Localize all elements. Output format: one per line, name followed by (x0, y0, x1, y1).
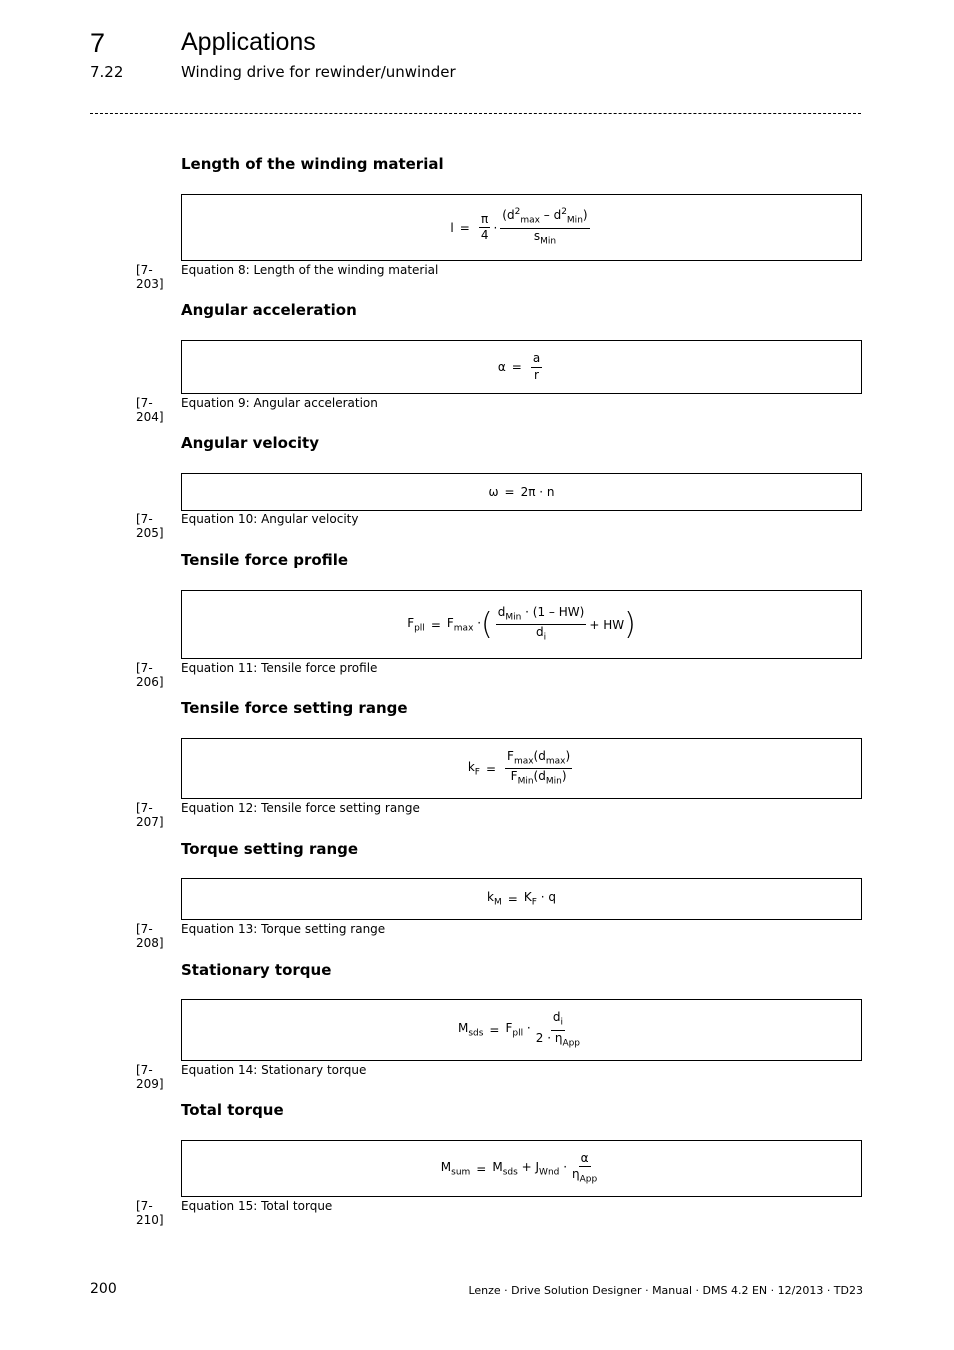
caption-text: Equation 14: Stationary torque (181, 1063, 367, 1077)
heading-angular-velocity: Angular velocity (181, 434, 319, 452)
equation-angular-velocity: ω = 2π · n (181, 473, 862, 511)
equation-ref: [7-206] (136, 661, 164, 689)
equation-angular-acceleration: α = $\frac{a}{r}$ (181, 340, 862, 394)
caption-text: Equation 11: Tensile force profile (181, 661, 378, 675)
equation-ref: [7-209] (136, 1063, 164, 1091)
equation-ref: [7-203] (136, 263, 164, 291)
equation-ref: [7-208] (136, 922, 164, 950)
caption-text: Equation 10: Angular velocity (181, 512, 359, 526)
equation-stationary-torque: $M_{sds}$ = $F_{pll}$ · $\frac{d_i}{2 \cdot \eta_{App}}$ (181, 999, 862, 1061)
equation-total-torque: $M_{sum}$ = $M_{sds} + J_{Wnd}$ · $\frac{\alpha}{\eta_{App}}$ (181, 1140, 862, 1197)
equation-tensile-force-setting-range: $k_F$ = $\frac{F_{max}(d_{max})}{F_{Min}(d_{Min})}$ (181, 738, 862, 799)
equation-length: l = $\frac{\pi}{4}$ · $\frac{(d^2_{max} - d^2_{Min})}{s_{Min}}$ (181, 194, 862, 261)
heading-torque-setting-range: Torque setting range (181, 840, 359, 858)
section-number: 7.22 (90, 63, 124, 81)
caption-text: Equation 8: Length of the winding material (181, 263, 439, 277)
equation-ref: [7-205] (136, 512, 164, 540)
page-number: 200 (90, 1281, 117, 1297)
caption-text: Equation 9: Angular acceleration (181, 396, 378, 410)
chapter-title: Applications (181, 28, 316, 56)
section-title: Winding drive for rewinder/unwinder (181, 63, 456, 81)
equation-ref: [7-204] (136, 396, 164, 424)
equation-tensile-force-profile: $F_{pll}$ = $F_{max}$ · ( $\frac{d_{Min} \cdot (1 - HW)}{d_i}$ + HW ) (181, 590, 862, 659)
heading-stationary-torque: Stationary torque (181, 961, 332, 979)
heading-length: Length of the winding material (181, 155, 444, 173)
caption-text: Equation 12: Tensile force setting range (181, 801, 420, 815)
heading-total-torque: Total torque (181, 1101, 284, 1119)
header-divider (90, 113, 861, 114)
heading-angular-acceleration: Angular acceleration (181, 301, 357, 319)
heading-tensile-force-profile: Tensile force profile (181, 551, 349, 569)
equation-torque-setting-range: $k_M$ = $K_F \cdot q$ (181, 878, 862, 920)
chapter-number: 7 (90, 28, 106, 58)
footer-info: Lenze · Drive Solution Designer · Manual · DMS 4.2 EN · 12/2013 · TD23 (468, 1284, 863, 1297)
caption-text: Equation 15: Total torque (181, 1199, 333, 1213)
equation-ref: [7-210] (136, 1199, 164, 1227)
heading-tensile-force-setting-range: Tensile force setting range (181, 699, 408, 717)
equation-ref: [7-207] (136, 801, 164, 829)
caption-text: Equation 13: Torque setting range (181, 922, 386, 936)
